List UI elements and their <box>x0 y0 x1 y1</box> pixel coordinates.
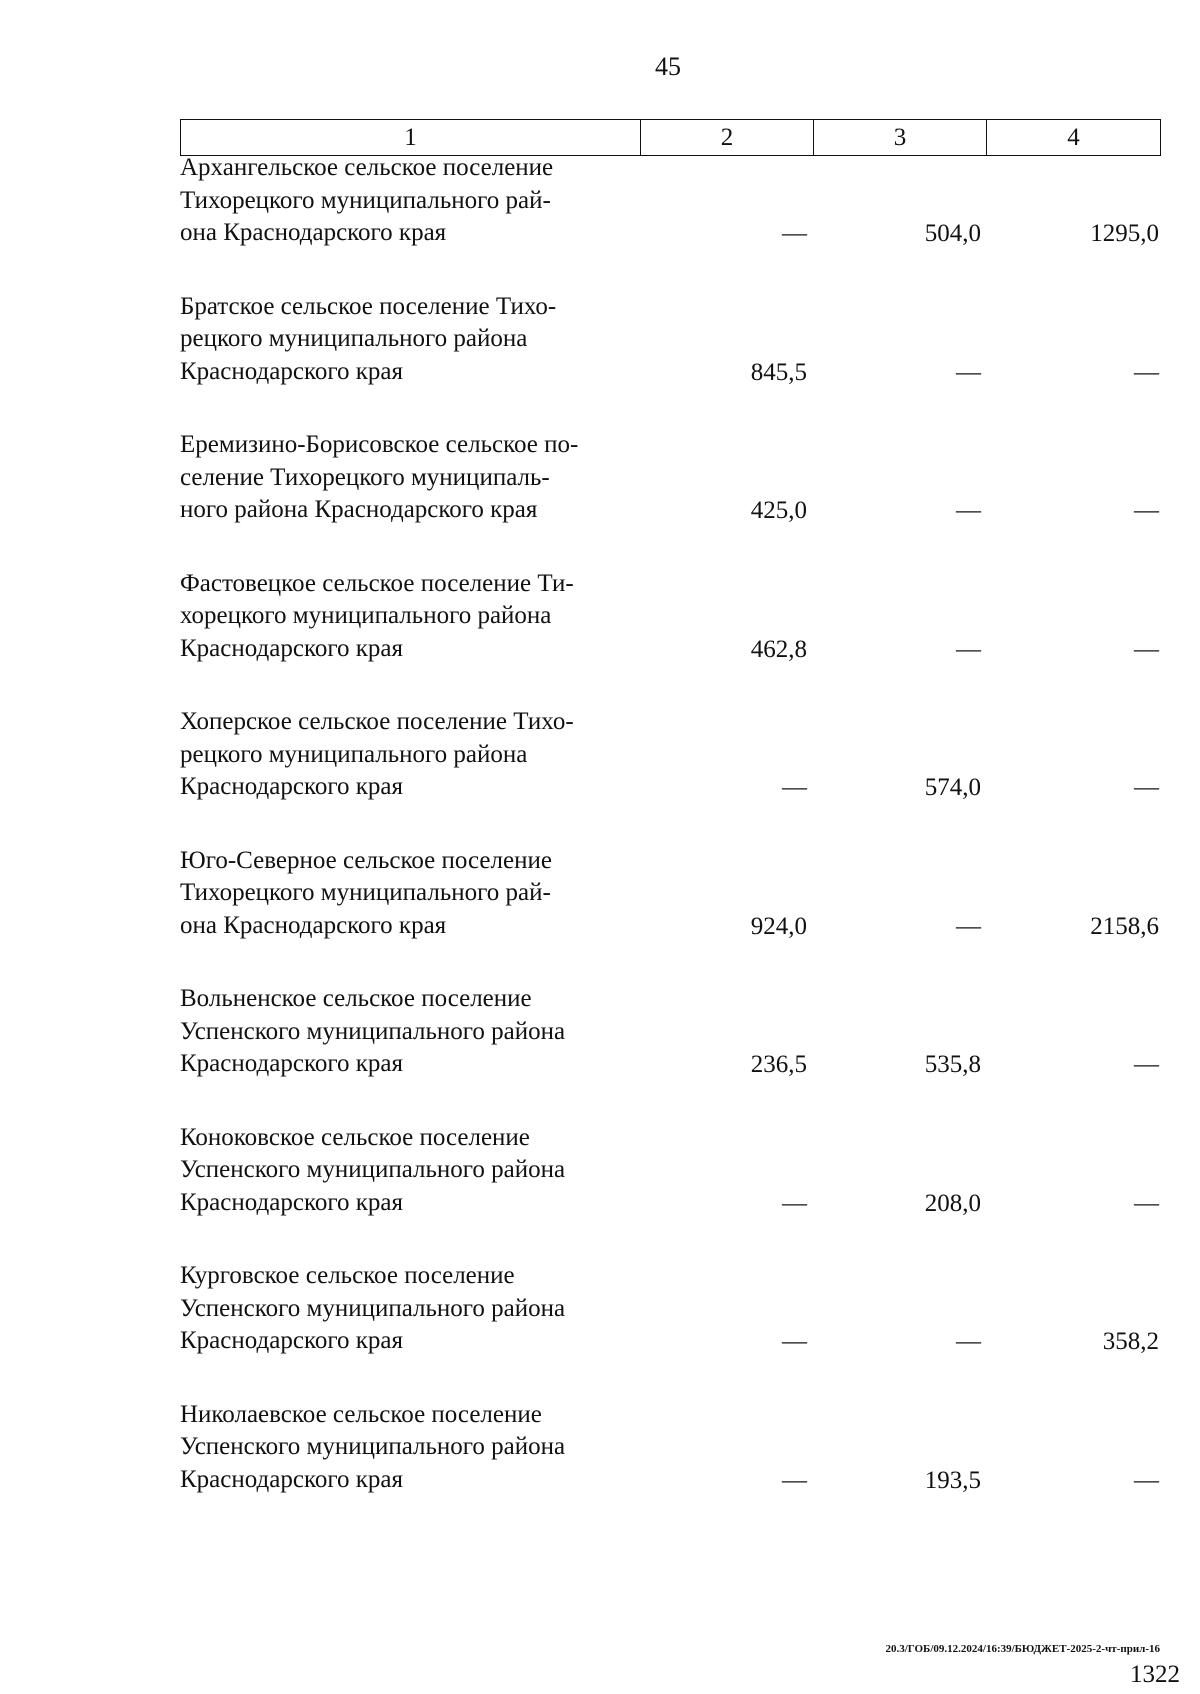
value-col-2: — <box>782 1328 807 1355</box>
column-header-2: 2 <box>641 120 814 156</box>
table-row <box>180 706 1160 845</box>
column-header-4: 4 <box>987 120 1161 156</box>
table-row <box>180 983 1160 1122</box>
value-col-2: 845,5 <box>750 358 807 386</box>
value-col-4: — <box>1134 1189 1159 1217</box>
value-col-2: — <box>782 774 807 801</box>
value-col-3: — <box>956 497 981 524</box>
value-col-3: 208,0 <box>924 1189 981 1217</box>
value-col-4: 1295,0 <box>1090 220 1159 247</box>
value-col-2: 236,5 <box>750 1051 807 1078</box>
value-col-3: — <box>956 1328 981 1355</box>
page-number: 45 <box>655 52 681 81</box>
settlement-name: Братское сельское поселение Тихо- рецкого муниципального района Краснодарского края <box>180 292 557 385</box>
settlement-name: Коноковское сельское поселение Успенского муниципального района Краснодарского края <box>180 1123 566 1216</box>
settlements-table-body <box>180 152 1160 1537</box>
value-col-4: 2158,6 <box>1090 912 1159 940</box>
value-col-2: — <box>782 220 807 247</box>
settlement-name: Хоперское сельское поселение Тихо- рецкого муниципального района Краснодарского края <box>180 708 574 800</box>
table-row <box>180 1399 1160 1538</box>
column-header-3: 3 <box>814 120 987 156</box>
value-col-4: — <box>1134 497 1159 524</box>
settlement-name: Фастовецкое сельское поселение Ти- хорецкого муниципального района Краснодарского края <box>180 569 574 662</box>
table-row <box>180 845 1160 984</box>
value-col-4: — <box>1134 774 1159 801</box>
settlement-name: Юго-Северное сельское поселение Тихорецкого муниципального рай- она Краснодарского края <box>180 846 552 939</box>
value-col-4: — <box>1134 1466 1159 1494</box>
table-row <box>180 152 1160 291</box>
document-registration-code: 20.3/ГОБ/09.12.2024/16:39/БЮДЖЕТ-2025-2-чт-прил-16 <box>885 1643 1160 1655</box>
settlement-name: Вольненское сельское поселение Успенского муниципального района Краснодарского края <box>180 985 566 1077</box>
column-header-1: 1 <box>181 120 641 156</box>
value-col-2: 462,8 <box>750 635 807 663</box>
value-col-4: — <box>1134 358 1159 386</box>
value-col-2: 425,0 <box>750 497 807 524</box>
settlement-name: Курговское сельское поселение Успенского муниципального района Краснодарского края <box>180 1262 566 1354</box>
value-col-3: — <box>956 912 981 940</box>
table-row <box>180 291 1160 430</box>
value-col-3: 193,5 <box>924 1466 981 1494</box>
settlement-name: Еремизино-Борисовское сельское по- селение Тихорецкого муниципаль- ного района Краснодарского края <box>180 431 579 523</box>
column-header-table <box>180 119 1161 156</box>
value-col-3: 504,0 <box>924 220 981 247</box>
value-col-3: 574,0 <box>924 774 981 801</box>
value-col-2: 924,0 <box>750 912 807 940</box>
value-col-4: — <box>1134 1051 1159 1078</box>
value-col-2: — <box>782 1466 807 1494</box>
footer-page-number: 1322 <box>1130 1661 1180 1688</box>
settlement-name: Николаевское сельское поселение Успенского муниципального района Краснодарского края <box>180 1400 566 1493</box>
table-row <box>180 429 1160 568</box>
settlement-name: Архангельское сельское поселение Тихорецкого муниципального рай- она Краснодарского края <box>180 154 554 246</box>
table-row <box>180 568 1160 707</box>
value-col-3: 535,8 <box>924 1051 981 1078</box>
value-col-4: 358,2 <box>1102 1328 1159 1355</box>
table-row <box>180 1122 1160 1261</box>
value-col-3: — <box>956 358 981 386</box>
value-col-4: — <box>1134 635 1159 663</box>
value-col-2: — <box>782 1189 807 1217</box>
value-col-3: — <box>956 635 981 663</box>
table-row <box>180 1260 1160 1399</box>
